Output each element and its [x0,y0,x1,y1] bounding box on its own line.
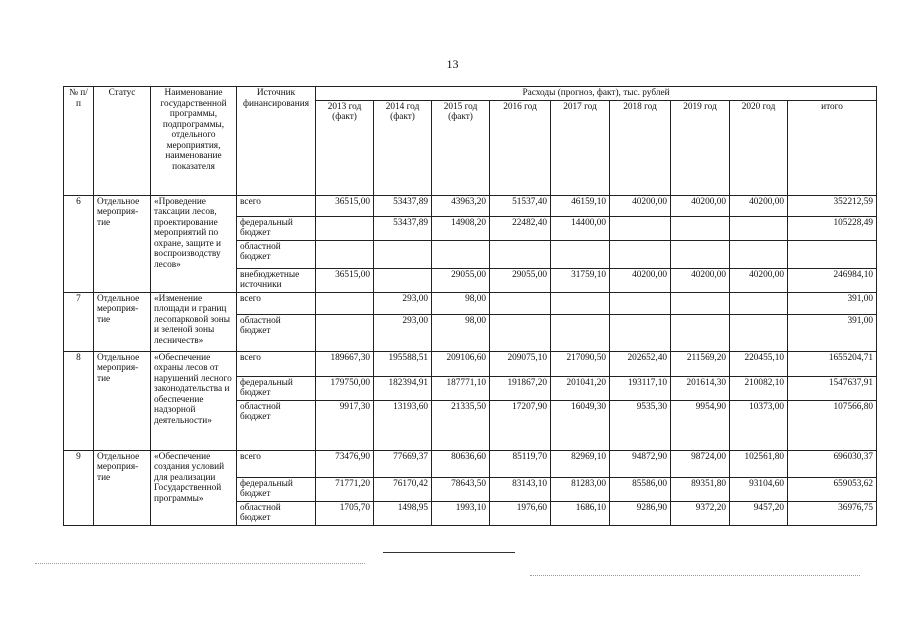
value-cell: 22482,40 [490,216,551,240]
total-cell: 105228,49 [788,216,877,240]
value-cell [671,240,730,268]
value-cell: 40200,00 [730,268,788,292]
value-cell: 9457,20 [730,501,788,525]
value-cell [316,292,374,314]
funding-source: областной бюджет [237,240,316,268]
value-cell: 98,00 [432,292,490,314]
value-cell: 9917,30 [316,400,374,450]
value-cell: 191867,20 [490,376,551,400]
value-cell: 9286,90 [610,501,671,525]
value-cell: 293,00 [374,314,432,351]
value-cell: 1686,10 [551,501,610,525]
funding-source: всего [237,450,316,477]
value-cell: 85119,70 [490,450,551,477]
value-cell: 187771,10 [432,376,490,400]
table-row [64,450,877,477]
value-cell: 40200,00 [610,195,671,216]
value-cell: 53437,89 [374,195,432,216]
value-cell: 40200,00 [730,195,788,216]
row-number: 6 [64,195,94,292]
funding-source: федеральный бюджет [237,477,316,501]
value-cell [671,216,730,240]
total-cell: 391,00 [788,292,877,314]
funding-source: всего [237,292,316,314]
funding-source: областной бюджет [237,501,316,525]
table-row [64,195,877,216]
value-cell: 94872,90 [610,450,671,477]
header-status: Статус [94,87,151,196]
value-cell: 76170,42 [374,477,432,501]
total-cell: 36976,75 [788,501,877,525]
value-cell: 210082,10 [730,376,788,400]
header-year-2014: 2014 год (факт) [374,100,432,195]
total-cell: 352212,59 [788,195,877,216]
value-cell: 85586,00 [610,477,671,501]
value-cell: 77669,37 [374,450,432,477]
row-event-name: «Изменение площади и границ лесопарковой зоны и зеленой зоны лесничеств» [151,292,237,351]
header-year-2018: 2018 год [610,100,671,195]
value-cell: 9535,30 [610,400,671,450]
value-cell [316,216,374,240]
row-status: Отдельное мероприя-тие [94,195,151,292]
value-cell [610,240,671,268]
value-cell [610,216,671,240]
footnote-rule [383,552,515,553]
value-cell: 46159,10 [551,195,610,216]
total-cell: 1655204,71 [788,351,877,376]
value-cell: 201614,30 [671,376,730,400]
value-cell: 73476,90 [316,450,374,477]
value-cell [490,240,551,268]
value-cell [374,240,432,268]
value-cell: 40200,00 [610,268,671,292]
value-cell: 81283,00 [551,477,610,501]
value-cell: 1498,95 [374,501,432,525]
value-cell: 14400,00 [551,216,610,240]
value-cell: 9954,90 [671,400,730,450]
page-number: 13 [446,57,459,71]
value-cell: 10373,00 [730,400,788,450]
total-cell: 1547637,91 [788,376,877,400]
value-cell [551,292,610,314]
funding-source: федеральный бюджет [237,376,316,400]
value-cell: 182394,91 [374,376,432,400]
value-cell: 179750,00 [316,376,374,400]
value-cell [730,240,788,268]
table-row [64,292,877,314]
value-cell: 211569,20 [671,351,730,376]
table-header [64,87,877,196]
value-cell [610,292,671,314]
value-cell: 293,00 [374,292,432,314]
value-cell: 16049,30 [551,400,610,450]
funding-source: областной бюджет [237,314,316,351]
total-cell: 391,00 [788,314,877,351]
value-cell: 189667,30 [316,351,374,376]
header-source: Источник финансирования [237,87,316,196]
value-cell: 1993,10 [432,501,490,525]
header-total: итого [788,100,877,195]
header-year-2017: 2017 год [551,100,610,195]
value-cell [671,314,730,351]
value-cell: 217090,50 [551,351,610,376]
value-cell [730,216,788,240]
row-number: 9 [64,450,94,525]
value-cell: 1705,70 [316,501,374,525]
header-expenses: Расходы (прогноз, факт), тыс. рублей [316,87,877,101]
value-cell: 195588,51 [374,351,432,376]
row-status: Отдельное мероприя-тие [94,450,151,525]
value-cell: 102561,80 [730,450,788,477]
value-cell: 51537,40 [490,195,551,216]
header-no: № п/п [64,87,94,196]
row-status: Отдельное мероприя-тие [94,351,151,450]
value-cell: 40200,00 [671,195,730,216]
header-year-2016: 2016 год [490,100,551,195]
value-cell: 14908,20 [432,216,490,240]
value-cell: 31759,10 [551,268,610,292]
value-cell [671,292,730,314]
header-year-2020: 2020 год [730,100,788,195]
funding-source: федеральный бюджет [237,216,316,240]
total-cell: 107566,80 [788,400,877,450]
table-row [64,351,877,376]
value-cell: 9372,20 [671,501,730,525]
row-event-name: «Обеспечение охраны лесов от нарушений лесного законодательства и обеспечение надзорной деятельности» [151,351,237,450]
value-cell [490,314,551,351]
funding-source: внебюджетные источники [237,268,316,292]
value-cell: 13193,60 [374,400,432,450]
value-cell: 93104,60 [730,477,788,501]
value-cell [316,314,374,351]
total-cell: 696030,37 [788,450,877,477]
value-cell [730,292,788,314]
row-number: 8 [64,351,94,450]
value-cell: 89351,80 [671,477,730,501]
value-cell: 209106,60 [432,351,490,376]
scan-artifact-line [35,563,365,564]
value-cell: 36515,00 [316,268,374,292]
value-cell: 83143,10 [490,477,551,501]
value-cell: 80636,60 [432,450,490,477]
header-name: Наименование государственной программы, подпрограммы, отдельного мероприятия, наименование показателя [151,87,237,196]
header-year-2019: 2019 год [671,100,730,195]
value-cell: 1976,60 [490,501,551,525]
value-cell [374,268,432,292]
value-cell: 21335,50 [432,400,490,450]
value-cell: 201041,20 [551,376,610,400]
value-cell: 193117,10 [610,376,671,400]
value-cell [432,240,490,268]
value-cell: 53437,89 [374,216,432,240]
value-cell: 40200,00 [671,268,730,292]
value-cell: 36515,00 [316,195,374,216]
value-cell: 78643,50 [432,477,490,501]
funding-source: всего [237,195,316,216]
total-cell: 246984,10 [788,268,877,292]
value-cell: 220455,10 [730,351,788,376]
funding-source: всего [237,351,316,376]
value-cell: 29055,00 [490,268,551,292]
value-cell: 202652,40 [610,351,671,376]
scan-artifact-line [530,575,860,576]
value-cell [730,314,788,351]
table-body [64,195,877,525]
value-cell: 71771,20 [316,477,374,501]
value-cell [551,314,610,351]
row-event-name: «Обеспечение создания условий для реализации Государственной программы» [151,450,237,525]
value-cell [316,240,374,268]
budget-table [63,86,877,526]
header-year-2013: 2013 год (факт) [316,100,374,195]
total-cell [788,240,877,268]
value-cell [551,240,610,268]
value-cell [610,314,671,351]
total-cell: 659053,62 [788,477,877,501]
header-year-2015: 2015 год (факт) [432,100,490,195]
value-cell: 29055,00 [432,268,490,292]
row-number: 7 [64,292,94,351]
row-status: Отдельное мероприя-тие [94,292,151,351]
value-cell: 209075,10 [490,351,551,376]
funding-source: областной бюджет [237,400,316,450]
value-cell: 82969,10 [551,450,610,477]
value-cell [490,292,551,314]
value-cell: 17207,90 [490,400,551,450]
row-event-name: «Проведение таксации лесов, проектирование мероприятий по охране, защите и воспроизводству лесов» [151,195,237,292]
value-cell: 43963,20 [432,195,490,216]
value-cell: 98724,00 [671,450,730,477]
value-cell: 98,00 [432,314,490,351]
